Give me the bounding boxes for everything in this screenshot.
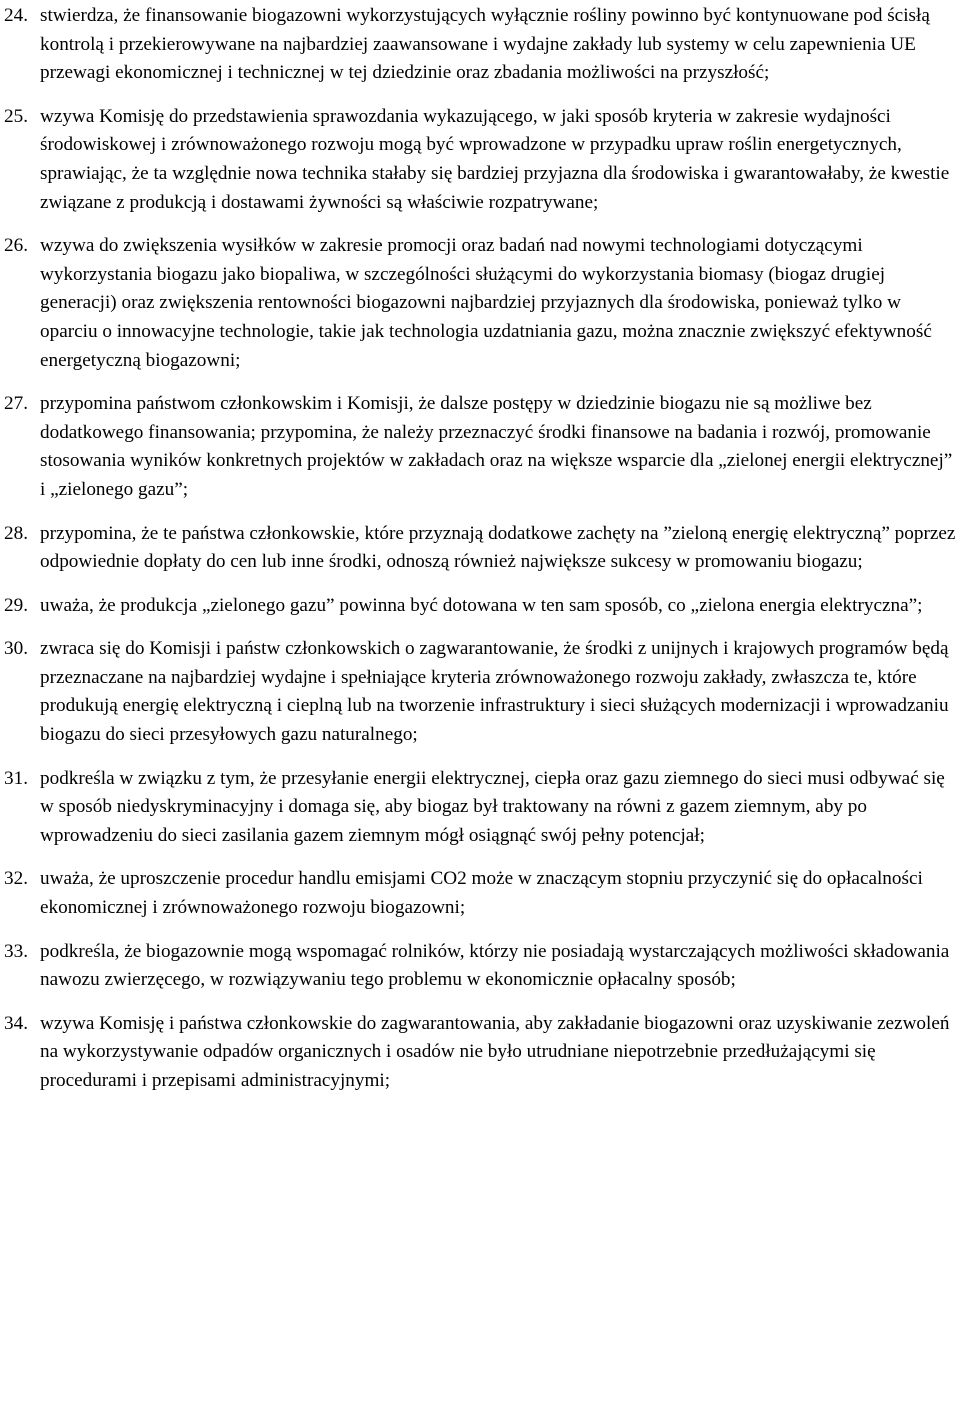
item-text: podkreśla w związku z tym, że przesyłanie energii elektrycznej, ciepła oraz gazu ziemnego do sieci musi odbywać się w sposób niedyskryminacyjny i domaga się, aby biogaz był traktowany na równi z gazem ziemnym, aby po wprowadzeniu do sieci zasilania gazem ziemnym mógł osiągnąć swój pełny potencjał;	[40, 767, 945, 846]
item-number: 24.	[4, 5, 28, 26]
item-text: stwierdza, że finansowanie biogazowni wykorzystujących wyłącznie rośliny powinno być kontynuowane pod ścisłą kontrolą i przekierowywane na najbardziej zaawansowane i wydajne zakłady lub systemy w celu zapewnienia UE przewagi ekonomicznej i technicznej w tej dziedzinie oraz zbadania możliwości na przyszłość;	[40, 5, 930, 84]
item-text: uważa, że uproszczenie procedur handlu emisjami CO2 może w znaczącym stopniu przyczynić się do opłacalności ekonomicznej i zrównoważonego rozwoju biogazowni;	[40, 868, 923, 919]
item-number: 31.	[4, 767, 28, 789]
item-text: podkreśla, że biogazownie mogą wspomagać rolników, którzy nie posiadają wystarczających możliwości składowania nawozu zwierzęcego, w rozwiązywaniu tego problemu w ekonomicznie opłacalny sposób;	[40, 940, 950, 991]
item-number: 25.	[4, 105, 28, 127]
list-item-28	[4, 520, 956, 577]
item-number: 33.	[4, 940, 28, 962]
item-text: wzywa do zwiększenia wysiłków w zakresie promocji oraz badań nad nowymi technologiami dotyczącymi wykorzystania biogazu jako biopaliwa, w szczególności służącymi do wykorzystania biomasy (biogaz drugiej generacji) oraz zwiększenia rentowności biogazowni najbardziej przyjaznych dla środowiska, ponieważ tylko w oparciu o innowacyjne technologie, takie jak technologia uzdatniania gazu, można znacznie zwiększyć efektywność energetyczną biogazowni;	[40, 235, 932, 371]
item-text: uważa, że produkcja „zielonego gazu” powinna być dotowana w ten sam sposób, co „zielona energia elektryczna”;	[40, 594, 923, 616]
item-text: przypomina, że te państwa członkowskie, które przyznają dodatkowe zachęty na ”zieloną energię elektryczną” poprzez odpowiednie dopłaty do cen lub inne środki, odnoszą również największe sukcesy w promowaniu biogazu;	[40, 522, 956, 573]
list-item-27	[4, 390, 956, 504]
item-text: wzywa Komisję do przedstawienia sprawozdania wykazującego, w jaki sposób kryteria w zakresie wydajności środowiskowej i zrównoważonego rozwoju mogą być wprowadzone w przypadku upraw roślin energetycznych, sprawiając, że ta względnie nowa technika stałaby się bardziej przyjazna dla środowiska i gwarantowałaby, że kwestie związane z produkcją i dostawami żywności są właściwie rozpatrywane;	[40, 105, 950, 213]
item-text: przypomina państwom członkowskim i Komisji, że dalsze postępy w dziedzinie biogazu nie są możliwe bez dodatkowego finansowania; przypomina, że należy przeznaczyć środki finansowe na badania i rozwój, promowanie stosowania wyników konkretnych projektów w zakładach oraz na większe wsparcie dla „zielonej energii elektrycznej” i „zielonego gazu”;	[40, 393, 953, 500]
item-number: 30.	[4, 638, 28, 660]
list-item-24	[4, 2, 956, 88]
list-item-26	[4, 232, 956, 375]
list-item-34	[4, 1010, 956, 1096]
list-item-30	[4, 635, 956, 749]
list-item-25	[4, 103, 956, 217]
item-number: 28.	[4, 522, 28, 544]
item-number: 27.	[4, 393, 28, 415]
item-number: 26.	[4, 235, 28, 257]
item-text: wzywa Komisję i państwa członkowskie do zagwarantowania, aby zakładanie biogazowni oraz uzyskiwanie zezwoleń na wykorzystywanie odpadów organicznych i osadów nie było utrudniane niepotrzebnie przedłużającymi się procedurami i przepisami administracyjnymi;	[40, 1012, 950, 1091]
list-item-29	[4, 592, 956, 621]
item-number: 34.	[4, 1012, 28, 1034]
item-number: 29.	[4, 594, 28, 616]
list-item-33	[4, 938, 956, 995]
item-text: zwraca się do Komisji i państw członkowskich o zagwarantowanie, że środki z unijnych i krajowych programów będą przeznaczane na najbardziej wydajne i spełniające kryteria zrównoważonego rozwoju zakłady, zwłaszcza te, które produkują energię elektryczną i cieplną lub na tworzenie infrastruktury i sieci służących modernizacji i wprowadzaniu biogazu do sieci przesyłowych gazu naturalnego;	[40, 638, 949, 746]
list-item-32	[4, 865, 956, 922]
item-number: 32.	[4, 868, 28, 890]
list-item-31	[4, 765, 956, 851]
